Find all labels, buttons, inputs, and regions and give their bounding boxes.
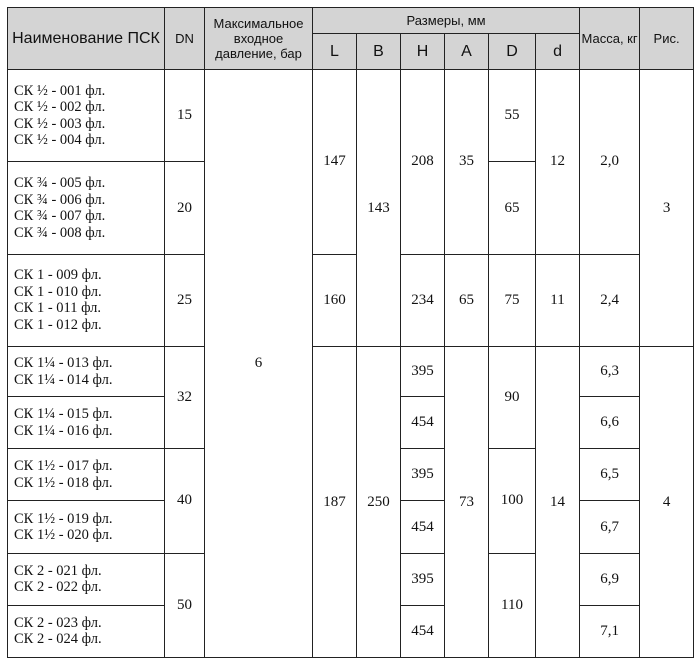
D-cell: 110 (489, 553, 536, 657)
header-pressure: Максимальное входное давление, бар (205, 8, 313, 70)
product-name-cell (8, 397, 165, 449)
product-name: СК 1¼ - 015 фл. (14, 406, 113, 423)
A-cell: 73 (445, 347, 489, 658)
product-name: СК ¾ - 005 фл. (14, 175, 106, 192)
D-cell: 65 (489, 162, 536, 254)
dn-cell: 32 (165, 347, 205, 449)
table-row (8, 70, 694, 116)
table-row (8, 254, 694, 300)
mass-cell: 6,3 (580, 347, 640, 397)
product-name-cell (8, 501, 165, 553)
H-cell: 234 (401, 254, 445, 346)
H-cell: 395 (401, 449, 445, 501)
H-cell: 454 (401, 397, 445, 449)
H-cell: 395 (401, 347, 445, 397)
d-cell: 12 (536, 70, 580, 255)
product-name: СК 1½ - 020 фл. (14, 527, 113, 544)
header-sizes: Размеры, мм (313, 8, 580, 34)
product-name-cell (8, 605, 165, 657)
product-name-cell (8, 553, 165, 605)
header-mass: Масса, кг (580, 8, 640, 70)
pressure-cell: 6 (205, 70, 313, 658)
header-d: d (536, 34, 580, 70)
product-name: СК 1¼ - 014 фл. (14, 371, 113, 388)
product-name: СК ½ - 004 фл. (14, 132, 106, 149)
B-cell: 250 (357, 347, 401, 658)
dn-cell: 40 (165, 449, 205, 553)
product-name: СК 1 - 012 фл. (14, 316, 102, 333)
product-name: СК 1 - 011 фл. (14, 300, 102, 317)
product-name: СК 1½ - 017 фл. (14, 458, 113, 475)
header-dn: DN (165, 8, 205, 70)
D-cell: 75 (489, 254, 536, 346)
dn-cell: 20 (165, 162, 205, 254)
header-L: L (313, 34, 357, 70)
mass-cell: 7,1 (580, 605, 640, 657)
D-cell: 100 (489, 449, 536, 553)
D-cell: 90 (489, 347, 536, 449)
L-cell: 147 (313, 70, 357, 255)
product-name: СК 1¼ - 016 фл. (14, 422, 113, 439)
header-H: H (401, 34, 445, 70)
product-name-cell (8, 162, 165, 254)
product-name: СК ½ - 001 фл. (14, 82, 106, 99)
table-row (8, 347, 694, 372)
mass-cell: 6,5 (580, 449, 640, 501)
product-name: СК ½ - 003 фл. (14, 115, 106, 132)
mass-cell: 6,7 (580, 501, 640, 553)
H-cell: 454 (401, 605, 445, 657)
H-cell: 454 (401, 501, 445, 553)
mass-cell: 6,6 (580, 397, 640, 449)
product-name: СК 1¼ - 013 фл. (14, 355, 113, 372)
L-cell: 187 (313, 347, 357, 658)
D-cell: 55 (489, 70, 536, 162)
product-name: СК 2 - 024 фл. (14, 631, 102, 648)
L-cell: 160 (313, 254, 357, 346)
dn-cell: 15 (165, 70, 205, 162)
A-cell: 35 (445, 70, 489, 255)
product-name-cell (8, 70, 165, 162)
fig-cell: 3 (640, 70, 694, 347)
product-name-cell (8, 254, 165, 346)
product-name: СК 2 - 021 фл. (14, 562, 102, 579)
H-cell: 395 (401, 553, 445, 605)
dn-cell: 50 (165, 553, 205, 657)
product-name: СК 1 - 009 фл. (14, 267, 102, 284)
product-name: СК 2 - 023 фл. (14, 614, 102, 631)
B-cell: 143 (357, 70, 401, 347)
header-D: D (489, 34, 536, 70)
product-name: СК ¾ - 008 фл. (14, 224, 106, 241)
product-name: СК 1½ - 018 фл. (14, 474, 113, 491)
product-name: СК ¾ - 007 фл. (14, 208, 106, 225)
product-name: СК 2 - 022 фл. (14, 579, 102, 596)
product-name: СК 1 - 010 фл. (14, 283, 102, 300)
header-A: A (445, 34, 489, 70)
product-name-cell (8, 347, 165, 397)
H-cell: 208 (401, 70, 445, 255)
A-cell: 65 (445, 254, 489, 346)
mass-cell: 2,4 (580, 254, 640, 346)
product-name: СК 1½ - 019 фл. (14, 510, 113, 527)
dn-cell: 25 (165, 254, 205, 346)
d-cell: 11 (536, 254, 580, 346)
header-fig: Рис. (640, 8, 694, 70)
d-cell: 14 (536, 347, 580, 658)
mass-cell: 6,9 (580, 553, 640, 605)
header-row-1 (8, 8, 694, 34)
header-B: B (357, 34, 401, 70)
fig-cell: 4 (640, 347, 694, 658)
specification-table (7, 7, 694, 658)
product-name: СК ¾ - 006 фл. (14, 191, 106, 208)
header-name: Наименование ПСК (8, 8, 165, 70)
mass-cell: 2,0 (580, 70, 640, 255)
product-name-cell (8, 449, 165, 501)
product-name: СК ½ - 002 фл. (14, 99, 106, 116)
